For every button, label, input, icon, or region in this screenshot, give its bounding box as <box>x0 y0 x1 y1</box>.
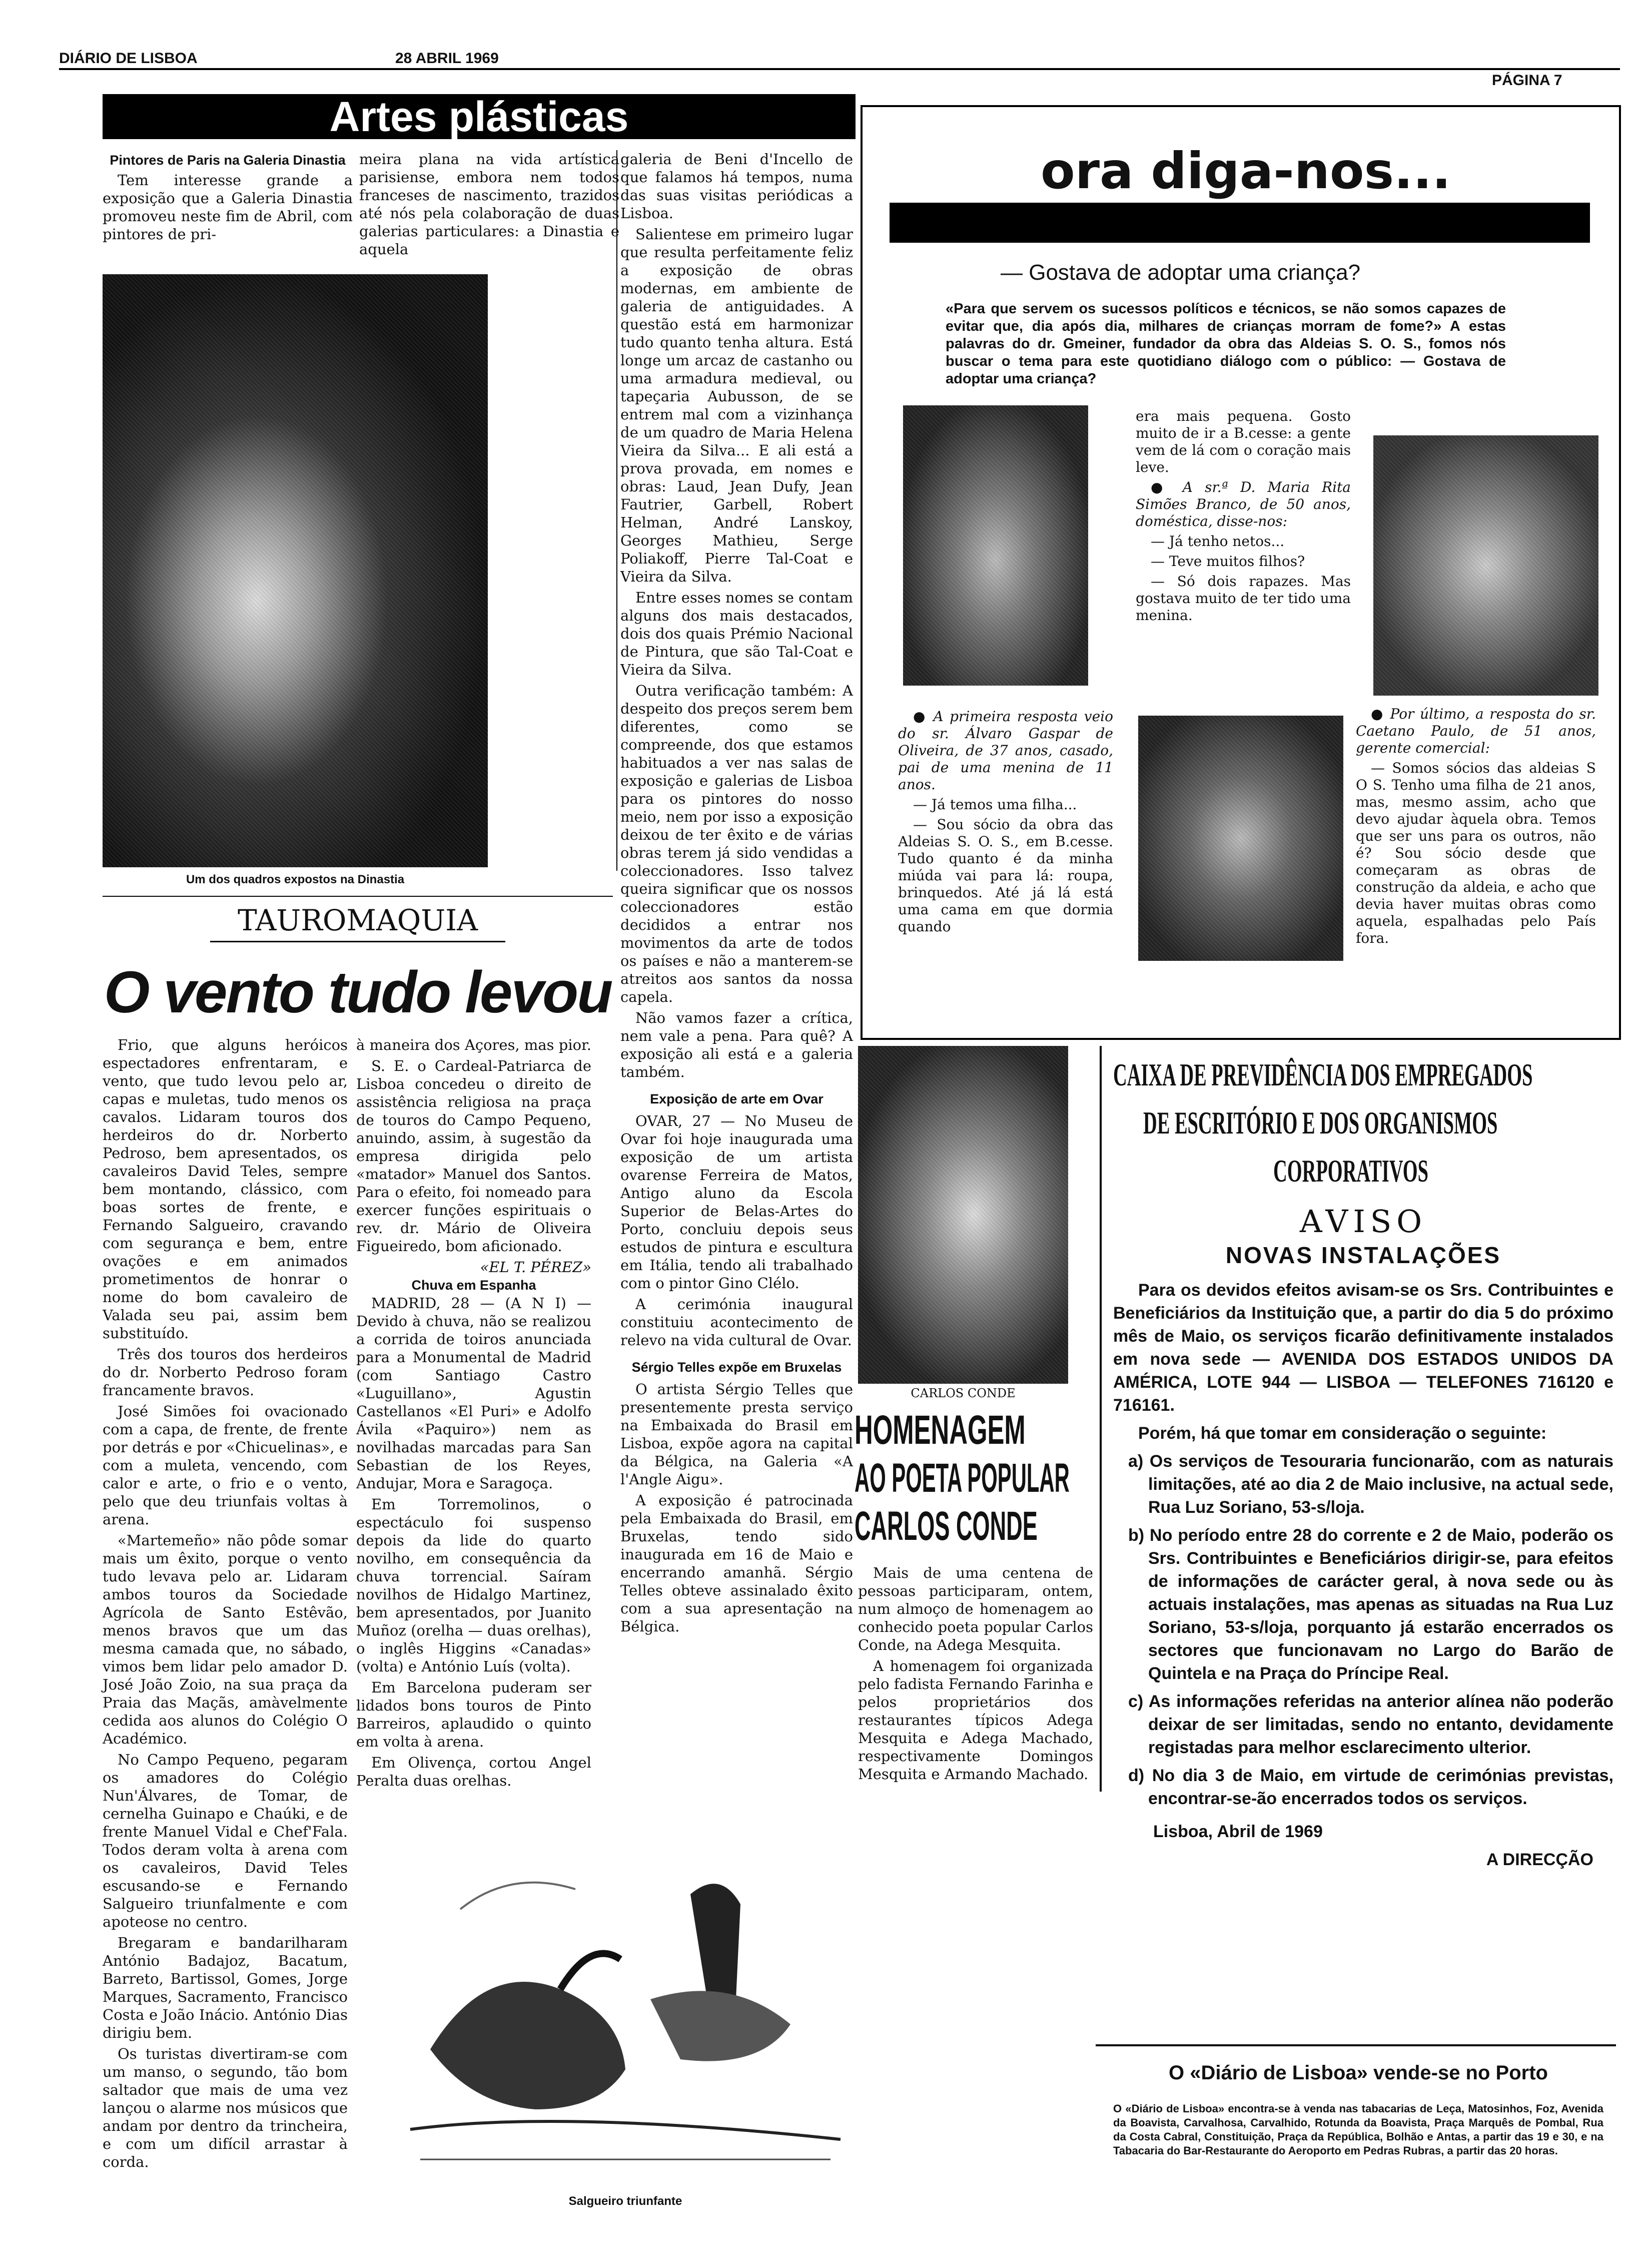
artes-col2 <box>359 150 619 270</box>
porto-title: O «Diário de Lisboa» vende-se no Porto <box>1169 2062 1548 2084</box>
chuva-body2: Em Torremolinos, o espectáculo foi suspenso depois da lide do quarto novilho, em consequência da chuva torrencial. Saíram novilhos de Hidalgo Martinez, bem apresentados, por Juanito Muñoz (orelha — duas orelhas), o inglês Higgins «Canadas» (volta) e António Luís (volta). <box>356 1496 591 1675</box>
tauro-col2 <box>356 1036 591 1789</box>
artes-col2-text: meira plana na vida artística parisiense, embora nem todos franceses de nascimento, trazidos até nós pela colaboração de duas galerias particulares: a Dinastia e aquela <box>359 151 619 258</box>
conde-headline-2: AO POETA POPULAR <box>855 1455 1070 1501</box>
artes-col1 <box>103 150 353 270</box>
conde-headline-1: HOMENAGEM <box>855 1407 1026 1453</box>
ora-intro: «Para que servem os sucessos políticos e técnicos, se não somos capazes de evitar que, dia após dia, milhares de crianças morram de fome?» A estas palavras do dr. Gmeiner, fundador da obra das Aldeias S. O. S., fomos nós buscar o tema para este quotidiano diálogo com o público: — Gostava de adoptar uma criança? <box>946 301 1506 387</box>
tauro-col1 <box>103 1036 348 2207</box>
ovar-body: OVAR, 27 — No Museu de Ovar foi hoje inaugurada uma exposição de um artista ovarense Ferreira de Matos, Antigo aluno da Escola Superior de Belas-Artes do Porto, concluiu depois seus estudos de pintura e escultura em Itália, tendo ali trabalhado com o pintor Gino Clélo. <box>620 1112 853 1292</box>
caixa-aviso: AVISO <box>1299 1203 1427 1240</box>
caixa-sign: A DIRECÇÃO <box>1486 1850 1593 1869</box>
caixa-divider <box>1100 1046 1102 1792</box>
ora-left-col <box>898 708 1113 1008</box>
tauro-rule <box>103 896 613 897</box>
tauro-col1-c: José Simões foi ovacionado com a capa, de frente, de frente por detrás e por «Chicuelinas», e com a muleta, vencendo, com calor e arte, o frio e o vento, pelo que deu triunfais voltas à arena. <box>103 1403 348 1528</box>
caixa-item-a: a) Os serviços de Tesouraria funcionarão, com as naturais limitações, até ao dia 2 de Maio inclusive, na actual sede, Rua Luz Soriano, 53-s/loja. <box>1128 1452 1613 1517</box>
bullfight-caption: Salgueiro triunfante <box>568 2194 682 2208</box>
chuva-body4: Em Olivença, cortou Angel Peralta duas orelhas. <box>356 1754 591 1789</box>
caixa-item-c: c) As informações referidas na anterior alínea não poderão deixar de ser limitadas, sendo no entanto, devidamente registadas para melhor esclarecimento ulterior. <box>1128 1692 1613 1757</box>
conde-body-2: A homenagem foi organizada pelo fadista Fernando Farinha e pelos proprietários dos restaurantes típicos Adega Mesquita e Adega Machado, respectivamente Domingos Mesquita e Armando Machado. <box>858 1657 1093 1783</box>
caixa-p1: Para os devidos efeitos avisam-se os Srs. Contribuintes e Beneficiários da Instituição que, a partir do dia 5 do próximo mês de Maio, os serviços ficarão definitivamente instalados em nova sede — AVENIDA DOS ESTADOS UNIDOS DA AMÉRICA, LOTE 944 — LISBOA — TELEFONES 716120 e 716161. <box>1113 1281 1613 1415</box>
porto-body: O «Diário de Lisboa» encontra-se à venda nas tabacarias de Leça, Matosinhos, Foz, Avenida da Boavista, Carvalhosa, Carvalhido, Rotunda da Boavista, Praça Marquês de Pombal, Rua da Costa Cabral, Constituição, Praça da República, Bolhão e Antas, a partir das 19 e 30, e na Tabacaria do Bar-Restaurante do Aeroporto em Pedras Rubras, a partir das 20 horas. <box>1113 2102 1603 2157</box>
caixa-place: Lisboa, Abril de 1969 <box>1153 1822 1323 1841</box>
ora-right2: — Somos sócios das aldeias S O S. Tenho uma filha de 21 anos, mas, mesmo assim, acho que devo ajudar àquela obra. Temos que ser uns para os outros, não é? Sou sócio desde que começaram as obras de construção da aldeia, e acho que devia haver muitas obras como aquela, espalhadas pelo País fora. <box>1356 760 1596 946</box>
telles-body: O artista Sérgio Telles que presentemente presta serviço na Embaixada do Brasil em Lisboa, expõe agora na capital da Bélgica, na Galeria «A l'Angle Aigu». <box>620 1381 853 1488</box>
artes-column-rule <box>616 150 617 871</box>
ora-right1: ● Por último, a resposta do sr. Caetano Paulo, de 51 anos, gerente comercial: <box>1356 706 1596 756</box>
porto-top-rule <box>1096 2044 1616 2046</box>
newspaper-name: DIÁRIO DE LISBOA <box>59 50 198 67</box>
artes-col1-text: Tem interesse grande a exposição que a Galeria Dinastia promoveu neste fim de Abril, com pintores de pri- <box>103 172 353 243</box>
artes-col3-d: Outra verificação também: A despeito dos preços serem bem diferentes, como se compreende, dos que estamos habituados a ver nas salas de exposição e galerias de Lisboa para os pintores do nosso meio, nem por isso a exposição deixou de ter êxito e de várias obras terem já sido vendidas a coleccionadores. Isso talvez queira significar que os nossos coleccionadores estão decididos a entrar nos movimentos da arte de todos os países e não a manterem-se atreitos aos santos da nossa capela. <box>620 682 853 1005</box>
artes-subtitle: Pintores de Paris na Galeria Dinastia <box>110 153 346 168</box>
artes-banner-title: Artes plásticas <box>329 93 629 140</box>
chuva-body: MADRID, 28 — (A N I) — Devido à chuva, não se realizou a corrida de toiros anunciada para a Monumental de Madrid (com Santiago Castro «Luguillano», Agustin Castellanos «El Puri» e Adolfo Ávila «Paquiro») nem as novilhadas marcadas para San Sebastian de los Reyes, Andujar, Mora e Saragoça. <box>356 1295 591 1492</box>
ovar-body2: A cerimónia inaugural constituiu acontecimento de relevo na vida cultural de Ovar. <box>620 1296 853 1349</box>
caixa-title-2: DE ESCRITÓRIO E DOS ORGANISMOS <box>1143 1105 1498 1141</box>
caixa-item-b: b) No período entre 28 do corrente e 2 de Maio, poderão os Srs. Contribuintes e Beneficiários dirigir-se, para efeitos de informações de carácter geral, à nova sede ou às actuais instalações, mas apenas as situadas na Rua Luz Soriano, 53-s/loja, porquanto já estarão encerrados os sectores que funcionavam no Largo do Barão de Quintela e na Praça do Príncipe Real. <box>1128 1526 1613 1683</box>
ora-left3: — Sou sócio da obra das Aldeias S. O. S., em B.cesse. Tudo quanto é da minha miúda vai para lá: roupa, brinquedos. Até já lá está uma cama em que dormia quando <box>898 816 1113 935</box>
caixa-title-1: CAIXA DE PREVIDÊNCIA DOS EMPREGADOS <box>1113 1057 1533 1092</box>
tauro-kicker: TAUROMAQUIA <box>237 903 478 937</box>
chuva-title: Chuva em Espanha <box>411 1278 536 1293</box>
tauro-col1-g: Os turistas divertiram-se com um manso, o segundo, tão bom saltador que mais de uma vez lançou o alarme nos músicos que andam por dentro da trincheira, e com um difícil arrastar à corda. <box>103 2045 348 2170</box>
ora-mid1: era mais pequena. Gosto muito de ir a B.cesse: a gente vem de lá com o coração mais leve. <box>1136 408 1351 475</box>
ovar-title: Exposição de arte em Ovar <box>650 1091 823 1106</box>
tauro-kicker-underline <box>210 941 505 942</box>
tauro-col1-d: «Martemeño» não pôde somar mais um êxito, porque o vento tudo levava pelo ar. Lidaram ambos touros da Sociedade Agrícola de Santo Estêvão, menos bravos que um das mesma camada que, no sábado, vimos bem lidar pelo amador D. José João Zoio, na sua praça da Praia das Maçãs, amàvelmente cedida aos alunos do Colégio O Académico. <box>103 1532 348 1747</box>
ora-mid4: — Teve muitos filhos? <box>1151 553 1305 570</box>
tauro-col1-e: No Campo Pequeno, pegaram os amadores do Colégio Nun'Álvares, de Tomar, de cernelha Guinapo e Chaúki, e de frente Manuel Vidal e Chef'Fala. Todos deram volta à arena com os cavaleiros, David Teles escusando-se e Fernando Salgueiro triunfalmente e com apoteose no centro. <box>103 1751 348 1930</box>
tauro-headline: O vento tudo levou <box>104 959 612 1025</box>
ora-mid3: — Já tenho netos... <box>1151 533 1285 549</box>
caixa-title-3: CORPORATIVOS <box>1273 1153 1429 1189</box>
caixa-notice <box>1113 1051 1613 2042</box>
artes-col3-e: Não vamos fazer a crítica, nem vale a pena. Para quê? A exposição ali está e a galeria também. <box>620 1009 853 1080</box>
chuva-body3: Em Barcelona puderam ser lidados bons touros de Pinto Barreiros, aplaudido o quinto em volta à arena. <box>356 1679 591 1750</box>
portrait-maria-rita <box>1138 716 1343 961</box>
conde-body-1: Mais de uma centena de pessoas participaram, ontem, num almoço de homenagem ao conhecido poeta popular Carlos Conde, na Adega Mesquita. <box>858 1564 1093 1653</box>
caixa-item-d: d) No dia 3 de Maio, em virtude de cerimónias previstas, encontrar-se-ão encerrados todos os serviços. <box>1128 1766 1613 1808</box>
bullfight-drawing <box>410 1809 841 2189</box>
issue-date: 28 ABRIL 1969 <box>395 50 499 67</box>
ora-left1: ● A primeira resposta veio do sr. Álvaro Gaspar de Oliveira, de 37 anos, casado, pai de uma menina de 11 anos. <box>898 708 1113 793</box>
artes-banner <box>103 94 856 139</box>
painting-caption: Um dos quadros expostos na Dinastia <box>186 873 405 886</box>
caixa-novas: NOVAS INSTALAÇÕES <box>1225 1242 1501 1268</box>
artes-col3 <box>620 150 853 1635</box>
conde-headline <box>855 1406 1105 1561</box>
portrait-alvaro <box>903 405 1088 686</box>
tauro-col2-b: S. E. o Cardeal-Patriarca de Lisboa concedeu o direito de assistência religiosa na praça de touros do Campo Pequeno, anuindo, assim, à sugestão da empresa dirigida pelo «matador» Manuel dos Santos. Para o efeito, foi nomeado para exercer funções espirituais o rev. dr. Mário de Oliveira Figueiredo, bom aficionado. <box>356 1057 591 1255</box>
conde-body <box>858 1564 1093 1804</box>
ora-title: ora diga-nos... <box>1031 141 1461 201</box>
tauro-signature: «EL T. PÉREZ» <box>480 1259 591 1276</box>
carlos-conde-photo <box>858 1046 1068 1384</box>
ora-mid5: — Só dois rapazes. Mas gostava muito de ter tido uma menina. <box>1136 573 1351 624</box>
header-rule <box>59 68 1620 70</box>
tauro-col1-b: Três dos touros dos herdeiros do dr. Norberto Pedroso foram francamente bravos. <box>103 1346 348 1399</box>
artes-col3-a: galeria de Beni d'Incello de que falamos há tempos, numa das suas visitas periódicas a Lisboa. <box>620 151 853 222</box>
ora-question: — Gostava de adoptar uma criança? <box>1001 260 1361 285</box>
caixa-body <box>1113 1279 1613 1871</box>
caixa-title <box>1113 1051 1613 1201</box>
carlos-conde-caption: CARLOS CONDE <box>911 1386 1016 1400</box>
conde-headline-3: CARLOS CONDE <box>855 1503 1038 1549</box>
portrait-caetano <box>1373 435 1598 696</box>
ora-mid2: ● A sr.ª D. Maria Rita Simões Branco, de 50 anos, doméstica, disse-nos: <box>1136 479 1351 529</box>
ora-left2: — Já temos uma filha... <box>913 796 1077 813</box>
ora-mid-col <box>1136 408 1351 698</box>
caixa-p2: Porém, há que tomar em consideração o seguinte: <box>1138 1424 1547 1443</box>
artes-col3-b: Salientese em primeiro lugar que resulta perfeitamente feliz a exposição de obras modernas, em ambiente de galeria de antiguidades. A questão está em harmonizar tudo quanto tenha altura. Está longe um arcaz de castanho ou uma armadura medieval, ou tapeçaria Aubusson, de se entrem mal com a vizinhança de um quadro de Maria Helena Vieira da Silva... E ali está a prova provada, em nomes e obras: Laud, Jean Dufy, Jean Fautrier, Garbell, Robert Helman, André Lanskoy, Georges Mathieu, Serge Poliakoff, Pierre Tal-Coat e Vieira da Silva. <box>620 226 853 585</box>
ora-title-bar <box>890 203 1590 243</box>
artes-col3-c: Entre esses nomes se contam alguns dos mais destacados, dois dos quais Prémio Nacional de Pintura, que são Tal-Coat e Vieira da Silva. <box>620 589 853 678</box>
ora-right-col <box>1356 706 1596 1011</box>
painting-photo <box>103 274 488 867</box>
tauro-col2-a: à maneira dos Açores, mas pior. <box>356 1036 591 1053</box>
telles-title: Sérgio Telles expõe em Bruxelas <box>631 1360 842 1375</box>
tauro-col1-f: Bregaram e bandarilharam António Badajoz, Bacatum, Barreto, Bartissol, Gomes, Jorge Marques, Sacramento, Francisco Costa e João Inácio. António Dias dirigiu bem. <box>103 1934 348 2041</box>
tauro-col1-a: Frio, que alguns heróicos espectadores enfrentaram, e vento, que tudo levou pelo ar, capas e muletas, tudo menos os cavalos. Lidaram touros dos herdeiros do dr. Norberto Pedroso, bem apresentados, os cavaleiros David Teles, sempre bem montando, clássico, com boas sortes de frente, e Fernando Salgueiro, cravando com segurança e bem, entre ovações e em animados prometimentos de honrar o nome do bom cavaleiro de Valada seu pai, assim bem substituído. <box>103 1036 348 1342</box>
telles-body2: A exposição é patrocinada pela Embaixada do Brasil, em Bruxelas, tendo sido inaugurada em 16 de Maio e encerrando amanhã. Sérgio Telles obteve assinalado êxito com a sua apresentação na Bélgica. <box>620 1492 853 1635</box>
page-number: PÁGINA 7 <box>1492 72 1562 89</box>
